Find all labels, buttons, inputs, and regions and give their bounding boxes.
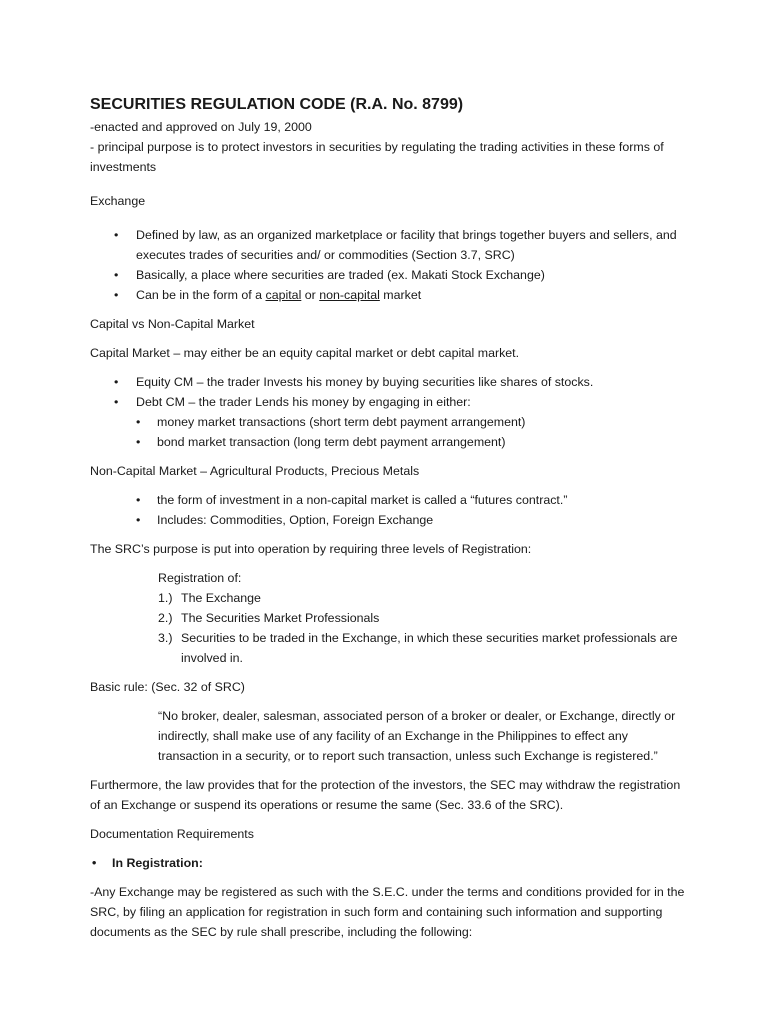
any-exchange-paragraph: -Any Exchange may be registered as such with the S.E.C. under the terms and conditions provided for in the SRC, by filing an application for registration in such form and containing such information and supporting documents as the SEC by rule shall prescribe, including the following: <box>90 885 685 939</box>
capital-market-text: Capital Market – may either be an equity capital market or debt capital market. <box>90 346 520 360</box>
exchange-bullets <box>90 225 690 305</box>
document-title: SECURITIES REGULATION CODE (R.A. No. 8799) <box>90 96 464 113</box>
item-number: 1.) <box>158 591 173 605</box>
src-purpose: The SRC’s purpose is put into operation by requiring three levels of Registration: <box>90 542 532 556</box>
registration-label: Registration of: <box>158 571 242 585</box>
form-or: or <box>301 288 320 302</box>
item-text: The Exchange <box>181 591 261 605</box>
list-item: • Debt CM – the trader Lends his money by engaging in either: <box>90 392 690 412</box>
list-item: • the form of investment in a non-capital market is called a “futures contract.” <box>90 490 690 510</box>
intro-purpose: - principal purpose is to protect investors in securities by regulating the trading activities in these forms of investments <box>90 140 664 174</box>
exchange-heading: Exchange <box>90 194 146 208</box>
list-item: • In Registration: <box>90 853 690 873</box>
item-text: Securities to be traded in the Exchange, in which these securities market professionals are involved in. <box>181 631 678 665</box>
non-capital-term: non-capital <box>319 288 380 302</box>
capital-vs-heading: Capital vs Non-Capital Market <box>90 317 255 331</box>
item-number: 2.) <box>158 611 173 625</box>
non-capital-text: Non-Capital Market – Agricultural Products, Precious Metals <box>90 464 420 478</box>
registration-list <box>90 588 690 668</box>
list-item: • Equity CM – the trader Invests his money by buying securities like shares of stocks. <box>90 372 690 392</box>
non-capital-bullets <box>90 490 690 530</box>
list-item <box>158 608 690 628</box>
list-item: • Defined by law, as an organized marketplace or facility that brings together buyers and sellers, and executes trades of securities and/ or commodities (Section 3.7, SRC) <box>90 225 690 265</box>
basic-rule-quote: “No broker, dealer, salesman, associated person of a broker or dealer, or Exchange, directly or indirectly, shall make use of any facility of an Exchange in the Philippines to effect any transaction in a security, or to report such transaction, unless such Exchange is registered.” <box>158 709 676 763</box>
basic-rule-heading: Basic rule: (Sec. 32 of SRC) <box>90 680 245 694</box>
debt-sub-bullets <box>90 412 690 452</box>
intro-enacted: -enacted and approved on July 19, 2000 <box>90 120 312 134</box>
furthermore-paragraph: Furthermore, the law provides that for the protection of the investors, the SEC may withdraw the registration of an Exchange or suspend its operations or resume the same (Sec. 33.6 of the SRC). <box>90 778 681 812</box>
list-item <box>158 628 690 668</box>
list-item: • Includes: Commodities, Option, Foreign Exchange <box>90 510 690 530</box>
item-number: 3.) <box>158 631 173 645</box>
capital-term: capital <box>265 288 302 302</box>
list-item: • bond market transaction (long term debt payment arrangement) <box>90 432 690 452</box>
document-page <box>90 94 690 942</box>
form-suffix: market <box>379 288 422 302</box>
documentation-requirements-heading: Documentation Requirements <box>90 827 254 841</box>
capital-market-bullets <box>90 372 690 412</box>
list-item <box>158 588 690 608</box>
list-item <box>90 285 690 305</box>
documentation-bullets <box>90 853 690 873</box>
list-item: • money market transactions (short term debt payment arrangement) <box>90 412 690 432</box>
list-item: • Basically, a place where securities are traded (ex. Makati Stock Exchange) <box>90 265 690 285</box>
form-prefix: Can be in the form of a <box>136 288 266 302</box>
item-text: The Securities Market Professionals <box>181 611 380 625</box>
